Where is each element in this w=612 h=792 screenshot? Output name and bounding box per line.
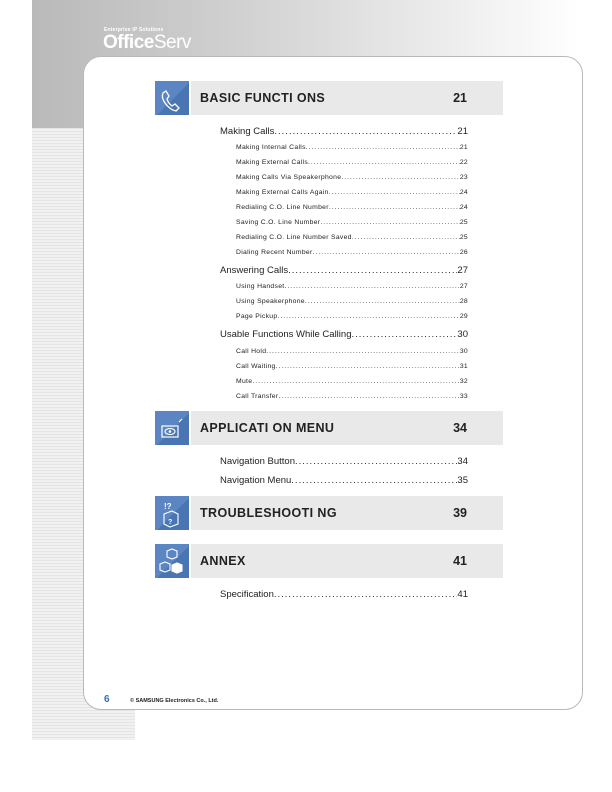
toc-entry-page: 30 — [459, 348, 468, 355]
toc-subentry[interactable] — [236, 246, 468, 256]
chapter-title: APPLICATI ON MENU — [200, 421, 335, 435]
chapter-title: ANNEX — [200, 554, 246, 568]
toc-subentry[interactable] — [236, 280, 468, 290]
toc-entry-page: 41 — [457, 589, 468, 600]
chapter-page: 39 — [453, 506, 467, 520]
toc-subentry[interactable] — [236, 156, 468, 166]
toc-leader — [320, 219, 459, 226]
brand-name-serv: Serv — [153, 32, 191, 53]
toc-entry-text: Redialing C.O. Line Number — [236, 204, 329, 211]
toc-leader — [266, 348, 460, 355]
toc-subentry[interactable] — [236, 375, 468, 385]
toc-subentry[interactable] — [236, 141, 468, 151]
toc-entry-page: 25 — [459, 219, 468, 226]
toc-entry-page: 23 — [459, 174, 468, 181]
toc-leader — [313, 249, 460, 256]
toc-entry-page: 31 — [459, 363, 468, 370]
toc-entry-text: Call Waiting — [236, 363, 276, 370]
toc-entry-page: 29 — [459, 313, 468, 320]
toc-subentry[interactable] — [236, 390, 468, 400]
toc-entry-text: Answering Calls — [220, 265, 289, 276]
toc-entry-text: Navigation Menu — [220, 475, 292, 486]
toc-entry-text: Dialing Recent Number — [236, 249, 313, 256]
toc-entry-text: Making Calls Via Speakerphone — [236, 174, 342, 181]
toc-entry-text: Page Pickup — [236, 313, 278, 320]
footer-copyright: © SAMSUNG Electronics Co., Ltd. — [130, 698, 219, 704]
toc-leader — [278, 393, 459, 400]
toc-entry-text: Usable Functions While Calling — [220, 329, 352, 340]
question-box-icon — [155, 496, 189, 530]
chapter-page: 21 — [453, 91, 467, 105]
toc-leader — [329, 204, 460, 211]
toc-entry-text: Making External Calls — [236, 159, 309, 166]
toc-subentry[interactable] — [236, 345, 468, 355]
toc-subentry[interactable] — [236, 201, 468, 211]
toc-entry-text: Using Speakerphone — [236, 298, 305, 305]
toc-entry-page: 28 — [459, 298, 468, 305]
toc-leader — [277, 313, 459, 320]
toc-entry-page: 32 — [459, 378, 468, 385]
chapter-application-menu[interactable] — [155, 411, 503, 445]
chapter-title: BASIC FUNCTI ONS — [200, 91, 326, 105]
toc-leader — [284, 283, 459, 290]
svg-text:!?: !? — [164, 502, 172, 511]
toc-leader — [252, 378, 460, 385]
toc-entry-text: Redialing C.O. Line Number Saved — [236, 234, 352, 241]
toc-entry-text: Making External Calls Again — [236, 189, 329, 196]
toc-entry-text: Navigation Button — [220, 456, 295, 467]
toc-entry-page: 27 — [459, 283, 468, 290]
toc-leader — [329, 189, 460, 196]
chapter-page: 41 — [453, 554, 467, 568]
toc-entry-page: 33 — [459, 393, 468, 400]
eye-screen-icon — [155, 411, 189, 445]
brand-name-office: Office — [103, 32, 154, 53]
toc-entry-page: 35 — [457, 475, 468, 486]
toc-entry-navigation-button[interactable] — [220, 454, 468, 467]
toc-leader — [291, 475, 457, 486]
toc-entry-page: 22 — [459, 159, 468, 166]
toc-entry-page: 26 — [459, 249, 468, 256]
toc-subentry[interactable] — [236, 186, 468, 196]
toc-entry-page: 27 — [457, 265, 468, 276]
toc-leader — [276, 363, 460, 370]
toc-entry-navigation-menu[interactable] — [220, 473, 468, 486]
footer-page-number: 6 — [104, 694, 110, 705]
toc-entry-page: 24 — [459, 204, 468, 211]
toc-leader — [308, 159, 460, 166]
chapter-title: TROUBLESHOOTI NG — [200, 506, 337, 520]
toc-entry-answering-calls[interactable] — [220, 263, 468, 276]
chapter-basic-functions[interactable] — [155, 81, 503, 115]
brand-tagline: Enterprise IP Solutions — [104, 27, 164, 33]
brand-logo — [103, 32, 191, 54]
svg-text:?: ? — [168, 519, 173, 526]
toc-entry-making-calls[interactable] — [220, 124, 468, 137]
chapter-page: 34 — [453, 421, 467, 435]
phone-handset-icon — [155, 81, 189, 115]
toc-subentry[interactable] — [236, 310, 468, 320]
toc-entry-page: 21 — [459, 144, 468, 151]
toc-leader — [295, 456, 457, 467]
toc-subentry[interactable] — [236, 295, 468, 305]
toc-subentry[interactable] — [236, 360, 468, 370]
toc-entry-text: Call Transfer — [236, 393, 279, 400]
toc-entry-page: 25 — [459, 234, 468, 241]
toc-entry-text: Specification — [220, 589, 274, 600]
toc-leader — [288, 265, 457, 276]
toc-entry-text: Saving C.O. Line Number — [236, 219, 321, 226]
toc-leader — [341, 174, 460, 181]
toc-entry-text: Making Internal Calls — [236, 144, 306, 151]
toc-entry-specification[interactable] — [220, 587, 468, 600]
toc-entry-page: 30 — [457, 329, 468, 340]
toc-entry-page: 21 — [457, 126, 468, 137]
toc-entry-text: Call Hold — [236, 348, 267, 355]
toc-entry-text: Making Calls — [220, 126, 275, 137]
toc-leader — [306, 144, 460, 151]
boxes-icon — [155, 544, 189, 578]
chapter-troubleshooting[interactable] — [155, 496, 503, 530]
toc-leader — [274, 589, 458, 600]
chapter-annex[interactable] — [155, 544, 503, 578]
toc-entry-text: Using Handset — [236, 283, 285, 290]
toc-entry-text: Mute — [236, 378, 253, 385]
toc-entry-page: 24 — [459, 189, 468, 196]
toc-leader — [274, 126, 457, 137]
toc-entry-page: 34 — [457, 456, 468, 467]
toc-leader — [351, 329, 457, 340]
toc-leader — [305, 298, 460, 305]
toc-entry-usable-functions[interactable] — [220, 327, 468, 340]
toc-subentry[interactable] — [236, 231, 468, 241]
toc-leader — [352, 234, 460, 241]
toc-subentry[interactable] — [236, 171, 468, 181]
toc-subentry[interactable] — [236, 216, 468, 226]
